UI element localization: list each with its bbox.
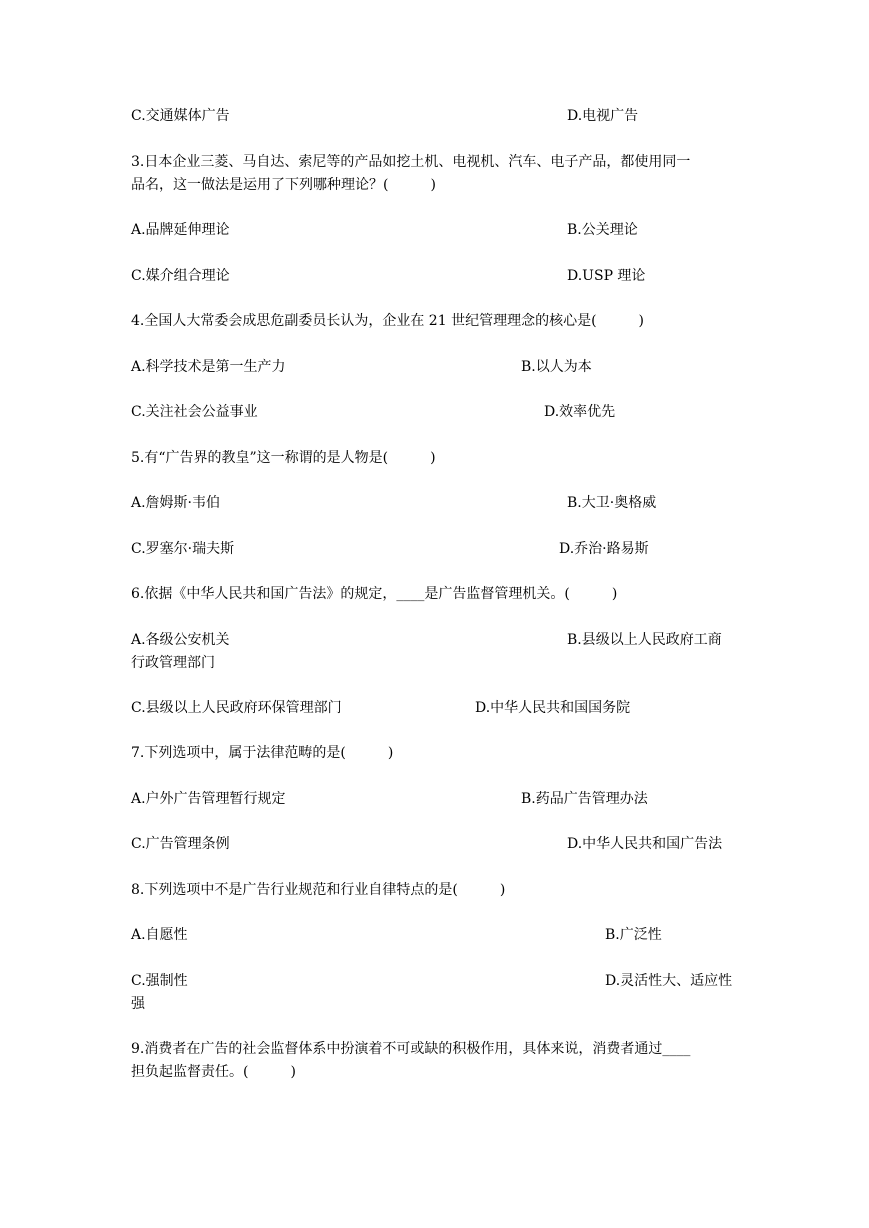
q9-stem-line2: 担负起监督责任。( ): [131, 1064, 296, 1080]
q6-option-b: B.县级以上人民政府工商: [567, 632, 722, 648]
q5-option-c: C.罗塞尔·瑞夫斯: [131, 541, 235, 557]
q4-option-d: D.效率优先: [544, 404, 616, 420]
q5-stem: 5.有“广告界的教皇”这一称谓的是人物是( ): [131, 450, 436, 466]
q4-stem: 4.全国人大常委会成思危副委员长认为，企业在 21 世纪管理理念的核心是( ): [131, 313, 644, 329]
q3-stem-line1: 3.日本企业三菱、马自达、索尼等的产品如挖土机、电视机、汽车、电子产品，都使用同一: [131, 154, 691, 170]
q5-option-b: B.大卫·奥格威: [567, 495, 657, 511]
q7-option-c: C.广告管理条例: [131, 836, 230, 852]
q7-option-b: B.药品广告管理办法: [521, 791, 648, 807]
q5-option-a: A.詹姆斯·韦伯: [131, 495, 221, 511]
q6-option-a: A.各级公安机关: [131, 632, 230, 648]
q8-option-d-continued: 强: [131, 996, 145, 1012]
q3-option-c: C.媒介组合理论: [131, 268, 230, 284]
q6-option-d: D.中华人民共和国国务院: [475, 700, 631, 716]
q4-option-a: A.科学技术是第一生产力: [131, 359, 286, 375]
q2-option-c: C.交通媒体广告: [131, 108, 230, 124]
q4-option-c: C.关注社会公益事业: [131, 404, 258, 420]
q9-stem-line1: 9.消费者在广告的社会监督体系中扮演着不可或缺的积极作用，具体来说，消费者通过____: [131, 1041, 691, 1057]
q7-option-d: D.中华人民共和国广告法: [567, 836, 723, 852]
q2-option-d: D.电视广告: [567, 108, 639, 124]
q6-option-b-continued: 行政管理部门: [131, 655, 215, 671]
q8-option-d: D.灵活性大、适应性: [605, 973, 733, 989]
q3-option-b: B.公关理论: [567, 222, 638, 238]
q6-option-c: C.县级以上人民政府环保管理部门: [131, 700, 342, 716]
q3-option-a: A.品牌延伸理论: [131, 222, 230, 238]
q7-option-a: A.户外广告管理暂行规定: [131, 791, 286, 807]
q8-stem: 8.下列选项中不是广告行业规范和行业自律特点的是( ): [131, 882, 506, 898]
q3-option-d: D.USP 理论: [567, 268, 646, 284]
q4-option-b: B.以人为本: [521, 359, 592, 375]
q8-option-c: C.强制性: [131, 973, 188, 989]
q5-option-d: D.乔治·路易斯: [559, 541, 649, 557]
q7-stem: 7.下列选项中，属于法律范畴的是( ): [131, 745, 394, 761]
q3-stem-line2: 品名，这一做法是运用了下列哪种理论？( ): [131, 177, 436, 193]
q6-stem: 6.依据《中华人民共和国广告法》的规定，____是广告监督管理机关。( ): [131, 586, 618, 602]
q8-option-a: A.自愿性: [131, 927, 188, 943]
q8-option-b: B.广泛性: [605, 927, 662, 943]
